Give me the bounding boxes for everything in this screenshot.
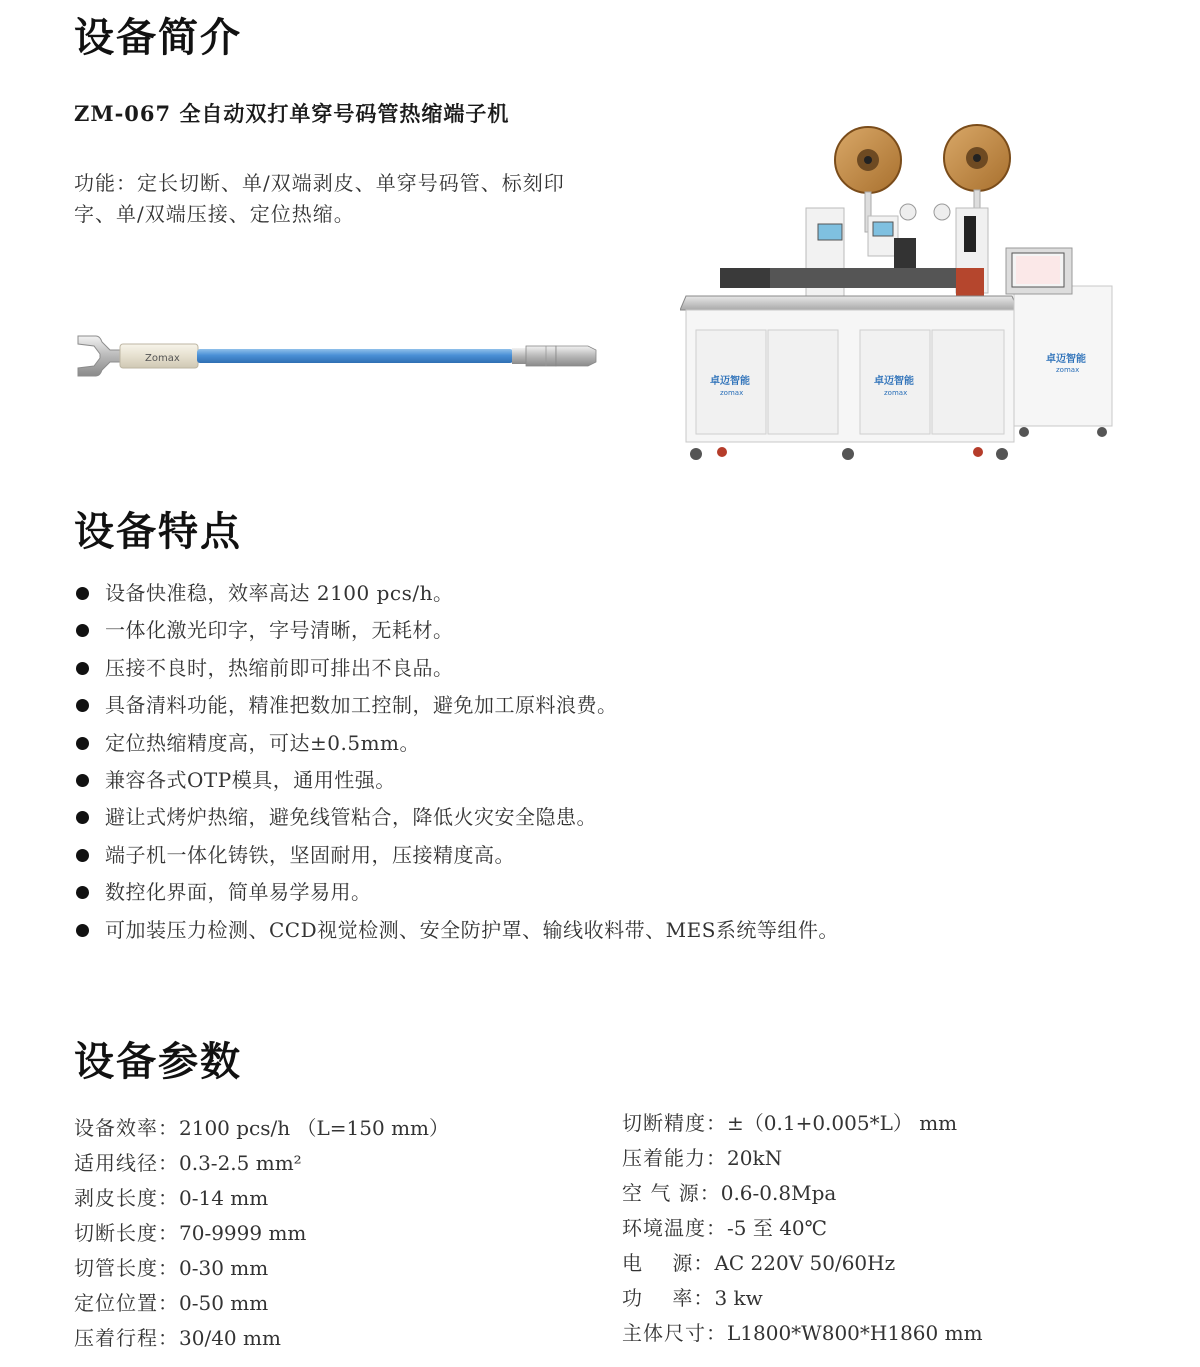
feature-text: 可加装压力检测、CCD视觉检测、安全防护罩、输线收料带、MES系统等组件。 [105, 917, 839, 942]
sleeve-label: Zomax [145, 353, 180, 364]
feature-text: 压接不良时，热缩前即可排出不良品。 [105, 655, 454, 680]
param-row [74, 1286, 449, 1321]
param-row [622, 1211, 983, 1246]
param-value: ±（0.1+0.005*L） mm [727, 1111, 958, 1135]
param-row [74, 1181, 449, 1216]
param-value: L1800*W800*H1860 mm [727, 1321, 983, 1345]
machine-logo-cn: 卓迈智能 [874, 376, 914, 387]
param-value: 2100 pcs/h （L=150 mm） [179, 1116, 449, 1140]
param-row [74, 1321, 449, 1356]
param-label: 电 源： [622, 1251, 715, 1275]
param-label: 环境温度： [622, 1216, 727, 1240]
param-label: 适用线径： [74, 1151, 179, 1175]
machine-image [680, 118, 1120, 468]
bullet-icon [76, 587, 89, 600]
feature-text: 兼容各式OTP模具，通用性强。 [105, 767, 396, 792]
param-value: 0.6-0.8Mpa [720, 1181, 837, 1205]
param-row [74, 1251, 449, 1286]
param-label: 压着行程： [74, 1326, 179, 1350]
param-label: 空 气 源： [622, 1181, 721, 1205]
param-label: 功 率： [622, 1286, 715, 1310]
param-value: 0.3-2.5 mm² [179, 1151, 302, 1175]
param-label: 定位位置： [74, 1291, 179, 1315]
param-value: 0-30 mm [179, 1256, 269, 1280]
param-value: 30/40 mm [179, 1326, 281, 1350]
feature-text: 避让式烤炉热缩，避免线管粘合，降低火灾安全隐患。 [105, 805, 597, 830]
section-title-params: 设备参数 [74, 1039, 242, 1085]
param-label: 压着能力： [622, 1146, 727, 1170]
param-row [74, 1146, 449, 1181]
machine-logo-cn: 卓迈智能 [710, 376, 750, 387]
param-row [622, 1246, 983, 1281]
feature-text: 设备快准稳，效率高达 2100 pcs/h。 [105, 581, 454, 605]
function-description: 功能：定长切断、单/双端剥皮、单穿号码管、标刻印字、单/双端压接、定位热缩。 [74, 171, 565, 226]
param-value: -5 至 40℃ [727, 1216, 828, 1240]
machine-logo-en: zomax [1056, 366, 1080, 374]
param-row [74, 1111, 449, 1146]
param-label: 设备效率： [74, 1116, 179, 1140]
param-value: 3 kw [714, 1286, 763, 1310]
param-label: 切断长度： [74, 1221, 179, 1245]
param-row [74, 1216, 449, 1251]
list-item [74, 837, 839, 874]
list-item [74, 612, 839, 649]
param-list-left [74, 1111, 449, 1356]
bullet-icon [76, 849, 89, 862]
list-item [74, 874, 839, 911]
section-title-features: 设备特点 [74, 509, 242, 555]
bullet-icon [76, 774, 89, 787]
param-value: 0-14 mm [179, 1186, 269, 1210]
param-label: 主体尺寸： [622, 1321, 727, 1345]
bullet-icon [76, 924, 89, 937]
param-row [622, 1141, 983, 1176]
bullet-icon [76, 699, 89, 712]
section-title-intro: 设备简介 [74, 15, 242, 61]
param-value: 20kN [727, 1146, 783, 1170]
param-row [622, 1106, 983, 1141]
feature-text: 一体化激光印字，字号清晰，无耗材。 [105, 618, 454, 643]
bullet-icon [76, 624, 89, 637]
machine-logo-en: zomax [720, 389, 744, 397]
list-item [74, 687, 839, 724]
bullet-icon [76, 662, 89, 675]
list-item [74, 799, 839, 836]
feature-text: 端子机一体化铸铁，坚固耐用，压接精度高。 [105, 842, 515, 867]
param-row [622, 1316, 983, 1351]
feature-text: 数控化界面，简单易学易用。 [105, 880, 372, 905]
param-value: AC 220V 50/60Hz [714, 1251, 896, 1275]
feature-list [74, 575, 839, 949]
param-row [622, 1281, 983, 1316]
bullet-icon [76, 886, 89, 899]
feature-text: 具备清料功能，精准把数加工控制，避免加工原料浪费。 [105, 693, 618, 718]
param-label: 剥皮长度： [74, 1186, 179, 1210]
list-item [74, 762, 839, 799]
bullet-icon [76, 811, 89, 824]
list-item [74, 575, 839, 612]
list-item [74, 912, 839, 949]
list-item [74, 650, 839, 687]
param-value: 0-50 mm [179, 1291, 269, 1315]
param-label: 切断精度： [622, 1111, 727, 1135]
param-list-right [622, 1106, 983, 1351]
model-title: ZM-067 全自动双打单穿号码管热缩端子机 [74, 101, 510, 126]
list-item [74, 725, 839, 762]
feature-text: 定位热缩精度高，可达±0.5mm。 [105, 730, 420, 755]
param-label: 切管长度： [74, 1256, 179, 1280]
param-row [622, 1176, 983, 1211]
cable-terminal-image [76, 330, 606, 382]
machine-logo-cn: 卓迈智能 [1046, 354, 1086, 365]
bullet-icon [76, 737, 89, 750]
param-value: 70-9999 mm [179, 1221, 307, 1245]
machine-logo-en: zomax [884, 389, 908, 397]
